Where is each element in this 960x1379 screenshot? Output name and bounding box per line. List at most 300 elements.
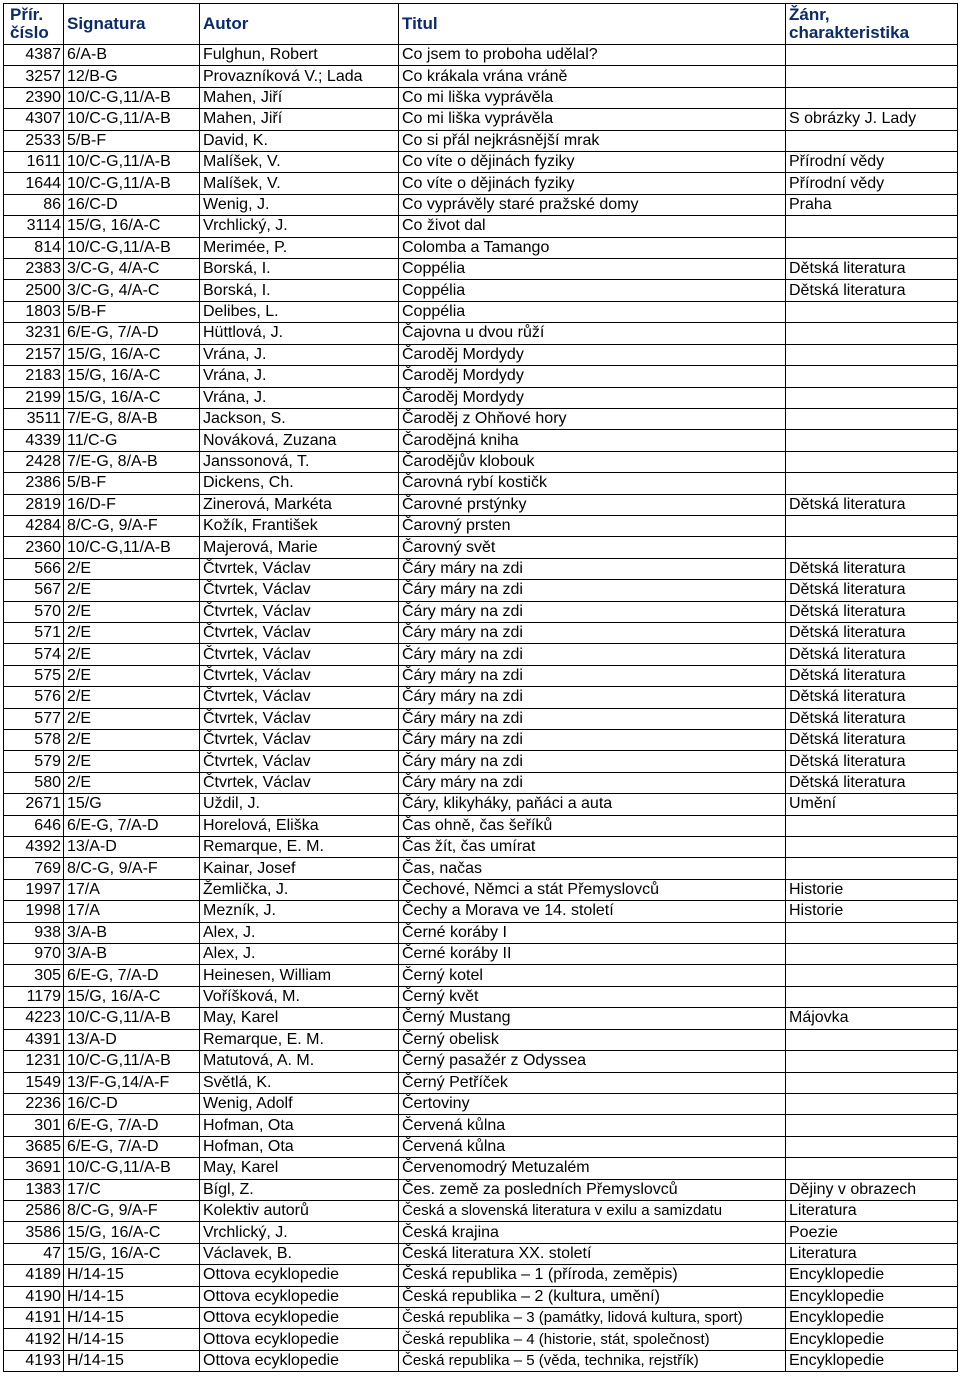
cell-number: 4189: [4, 1265, 64, 1286]
table-row: [4, 473, 958, 494]
cell-title: Čas, načas: [399, 858, 786, 879]
table-row: [4, 687, 958, 708]
table-row: [4, 1265, 958, 1286]
table-row: [4, 237, 958, 258]
cell-title: Černý květ: [399, 986, 786, 1007]
cell-signature: 10/C-G,11/A-B: [64, 109, 200, 130]
cell-author: Žemlička, J.: [200, 879, 399, 900]
cell-signature: 5/B-F: [64, 301, 200, 322]
table-row: [4, 1029, 958, 1050]
cell-author: Voříšková, M.: [200, 986, 399, 1007]
cell-signature: 6/E-G, 7/A-D: [64, 1115, 200, 1136]
cell-signature: 10/C-G,11/A-B: [64, 1158, 200, 1179]
cell-title: Colomba a Tamango: [399, 237, 786, 258]
cell-signature: 11/C-G: [64, 430, 200, 451]
cell-signature: 5/B-F: [64, 473, 200, 494]
cell-number: 1803: [4, 301, 64, 322]
cell-number: 769: [4, 858, 64, 879]
cell-number: 2390: [4, 87, 64, 108]
cell-genre: Dětská literatura: [786, 730, 958, 751]
cell-author: Čtvrtek, Václav: [200, 751, 399, 772]
cell-number: 2183: [4, 366, 64, 387]
table-row: [4, 515, 958, 536]
cell-signature: 17/A: [64, 901, 200, 922]
cell-genre: Literatura: [786, 1200, 958, 1221]
cell-genre: [786, 45, 958, 66]
cell-signature: 15/G, 16/A-C: [64, 366, 200, 387]
table-row: [4, 430, 958, 451]
cell-signature: 2/E: [64, 580, 200, 601]
cell-signature: 15/G: [64, 794, 200, 815]
cell-number: 4391: [4, 1029, 64, 1050]
table-row: [4, 109, 958, 130]
cell-title: Coppélia: [399, 259, 786, 280]
cell-signature: 17/C: [64, 1179, 200, 1200]
cell-title: Česká republika – 4 (historie, stát, společnost): [399, 1329, 786, 1350]
cell-number: 578: [4, 730, 64, 751]
cell-number: 2428: [4, 451, 64, 472]
cell-signature: 2/E: [64, 558, 200, 579]
cell-number: 4387: [4, 45, 64, 66]
cell-genre: [786, 408, 958, 429]
cell-genre: [786, 1158, 958, 1179]
table-row: [4, 194, 958, 215]
cell-author: Ottova ecyklopedie: [200, 1329, 399, 1350]
cell-genre: [786, 323, 958, 344]
cell-signature: 3/A-B: [64, 922, 200, 943]
cell-number: 3586: [4, 1222, 64, 1243]
cell-number: 4223: [4, 1008, 64, 1029]
cell-number: 3257: [4, 66, 64, 87]
cell-number: 3114: [4, 216, 64, 237]
cell-signature: H/14-15: [64, 1329, 200, 1350]
cell-number: 580: [4, 772, 64, 793]
cell-number: 4191: [4, 1307, 64, 1328]
cell-author: Čtvrtek, Václav: [200, 665, 399, 686]
cell-author: Václavek, B.: [200, 1243, 399, 1264]
cell-author: Čtvrtek, Václav: [200, 772, 399, 793]
cell-genre: [786, 1093, 958, 1114]
table-row: [4, 1008, 958, 1029]
cell-title: Čajovna u dvou růží: [399, 323, 786, 344]
cell-number: 567: [4, 580, 64, 601]
table-row: [4, 922, 958, 943]
cell-number: 574: [4, 644, 64, 665]
cell-author: Majerová, Marie: [200, 537, 399, 558]
cell-genre: Dětská literatura: [786, 665, 958, 686]
cell-number: 2157: [4, 344, 64, 365]
table-row: [4, 323, 958, 344]
table-row: [4, 1158, 958, 1179]
cell-genre: Dětská literatura: [786, 687, 958, 708]
cell-title: Červená kůlna: [399, 1136, 786, 1157]
cell-title: Čáry máry na zdi: [399, 772, 786, 793]
cell-title: Česká republika – 3 (památky, lidová kultura, sport): [399, 1307, 786, 1328]
cell-signature: 3/C-G, 4/A-C: [64, 280, 200, 301]
cell-author: Matutová, A. M.: [200, 1051, 399, 1072]
cell-title: Co mi liška vyprávěla: [399, 87, 786, 108]
cell-title: Česká a slovenská literatura v exilu a samizdatu: [399, 1200, 786, 1221]
cell-genre: [786, 837, 958, 858]
cell-genre: Dětská literatura: [786, 708, 958, 729]
cell-signature: 7/E-G, 8/A-B: [64, 408, 200, 429]
cell-title: Čas ohně, čas šeříků: [399, 815, 786, 836]
cell-signature: 10/C-G,11/A-B: [64, 1008, 200, 1029]
cell-signature: H/14-15: [64, 1286, 200, 1307]
cell-genre: [786, 944, 958, 965]
cell-title: Čáry máry na zdi: [399, 665, 786, 686]
cell-genre: Historie: [786, 879, 958, 900]
cell-genre: Přírodní vědy: [786, 152, 958, 173]
cell-author: May, Karel: [200, 1008, 399, 1029]
cell-signature: 2/E: [64, 622, 200, 643]
cell-number: 1383: [4, 1179, 64, 1200]
cell-genre: [786, 344, 958, 365]
cell-signature: 7/E-G, 8/A-B: [64, 451, 200, 472]
cell-author: Ottova ecyklopedie: [200, 1265, 399, 1286]
cell-author: Borská, I.: [200, 280, 399, 301]
cell-title: Čaroděj Mordydy: [399, 366, 786, 387]
cell-number: 1179: [4, 986, 64, 1007]
table-row: [4, 1350, 958, 1371]
table-row: [4, 601, 958, 622]
cell-author: Světlá, K.: [200, 1072, 399, 1093]
cell-author: Uždil, J.: [200, 794, 399, 815]
cell-author: Mahen, Jiří: [200, 109, 399, 130]
cell-genre: Dějiny v obrazech: [786, 1179, 958, 1200]
cell-signature: 3/C-G, 4/A-C: [64, 259, 200, 280]
cell-title: Černé koráby I: [399, 922, 786, 943]
cell-title: Čáry máry na zdi: [399, 751, 786, 772]
cell-signature: 2/E: [64, 772, 200, 793]
cell-signature: 10/C-G,11/A-B: [64, 237, 200, 258]
cell-genre: [786, 1136, 958, 1157]
cell-number: 575: [4, 665, 64, 686]
cell-author: Remarque, E. M.: [200, 1029, 399, 1050]
cell-title: Černé koráby II: [399, 944, 786, 965]
table-row: [4, 451, 958, 472]
cell-author: David, K.: [200, 130, 399, 151]
cell-signature: 5/B-F: [64, 130, 200, 151]
cell-number: 301: [4, 1115, 64, 1136]
cell-title: Černý obelisk: [399, 1029, 786, 1050]
cell-author: Janssonová, T.: [200, 451, 399, 472]
cell-genre: Dětská literatura: [786, 622, 958, 643]
cell-signature: H/14-15: [64, 1265, 200, 1286]
cell-genre: Encyklopedie: [786, 1307, 958, 1328]
cell-title: Čechové, Němci a stát Přemyslovců: [399, 879, 786, 900]
cell-genre: Dětská literatura: [786, 772, 958, 793]
cell-author: Hofman, Ota: [200, 1136, 399, 1157]
table-row: [4, 1329, 958, 1350]
cell-genre: Praha: [786, 194, 958, 215]
cell-genre: [786, 366, 958, 387]
cell-number: 570: [4, 601, 64, 622]
cell-number: 86: [4, 194, 64, 215]
cell-author: Merimée, P.: [200, 237, 399, 258]
cell-author: Ottova ecyklopedie: [200, 1307, 399, 1328]
cell-signature: 10/C-G,11/A-B: [64, 173, 200, 194]
cell-genre: Přírodní vědy: [786, 173, 958, 194]
cell-number: 4193: [4, 1350, 64, 1371]
cell-number: 579: [4, 751, 64, 772]
cell-genre: Umění: [786, 794, 958, 815]
table-row: [4, 965, 958, 986]
table-row: [4, 858, 958, 879]
cell-author: Čtvrtek, Václav: [200, 558, 399, 579]
table-row: [4, 1136, 958, 1157]
table-row: [4, 580, 958, 601]
cell-author: Jackson, S.: [200, 408, 399, 429]
cell-title: Co vyprávěly staré pražské domy: [399, 194, 786, 215]
cell-signature: 6/A-B: [64, 45, 200, 66]
cell-number: 3685: [4, 1136, 64, 1157]
table-row: [4, 87, 958, 108]
cell-number: 646: [4, 815, 64, 836]
table-row: [4, 152, 958, 173]
cell-author: Čtvrtek, Václav: [200, 708, 399, 729]
cell-author: Malíšek, V.: [200, 152, 399, 173]
cell-genre: [786, 87, 958, 108]
cell-number: 3511: [4, 408, 64, 429]
cell-genre: Literatura: [786, 1243, 958, 1264]
cell-genre: [786, 430, 958, 451]
cell-signature: 3/A-B: [64, 944, 200, 965]
cell-title: Čaroděj z Ohňové hory: [399, 408, 786, 429]
table-row: [4, 259, 958, 280]
cell-title: Česká republika – 5 (věda, technika, rejstřík): [399, 1350, 786, 1371]
cell-genre: [786, 216, 958, 237]
cell-number: 2586: [4, 1200, 64, 1221]
cell-title: Černý kotel: [399, 965, 786, 986]
cell-signature: H/14-15: [64, 1307, 200, 1328]
header-number: Přír. číslo: [4, 4, 64, 45]
cell-author: Vrána, J.: [200, 387, 399, 408]
cell-genre: Dětská literatura: [786, 280, 958, 301]
cell-author: Alex, J.: [200, 944, 399, 965]
cell-number: 4392: [4, 837, 64, 858]
cell-author: Fulghun, Robert: [200, 45, 399, 66]
cell-title: Česká republika – 1 (příroda, zeměpis): [399, 1265, 786, 1286]
cell-number: 3231: [4, 323, 64, 344]
cell-number: 2671: [4, 794, 64, 815]
cell-genre: [786, 922, 958, 943]
cell-number: 305: [4, 965, 64, 986]
cell-title: Čáry máry na zdi: [399, 687, 786, 708]
cell-title: Čes. země za posledních Přemyslovců: [399, 1179, 786, 1200]
table-row: [4, 301, 958, 322]
cell-number: 2500: [4, 280, 64, 301]
cell-author: Vrána, J.: [200, 366, 399, 387]
cell-signature: 16/C-D: [64, 1093, 200, 1114]
cell-title: Červenomodrý Metuzalém: [399, 1158, 786, 1179]
cell-genre: Encyklopedie: [786, 1350, 958, 1371]
cell-title: Černý Mustang: [399, 1008, 786, 1029]
cell-signature: 6/E-G, 7/A-D: [64, 815, 200, 836]
cell-genre: [786, 515, 958, 536]
cell-genre: [786, 537, 958, 558]
cell-number: 1997: [4, 879, 64, 900]
cell-title: Čarodějná kniha: [399, 430, 786, 451]
cell-author: Čtvrtek, Václav: [200, 622, 399, 643]
cell-signature: 10/C-G,11/A-B: [64, 152, 200, 173]
cell-number: 4192: [4, 1329, 64, 1350]
cell-genre: [786, 815, 958, 836]
table-row: [4, 1093, 958, 1114]
table-row: [4, 794, 958, 815]
cell-number: 2533: [4, 130, 64, 151]
table-row: [4, 772, 958, 793]
cell-title: Čarovný prsten: [399, 515, 786, 536]
cell-genre: [786, 986, 958, 1007]
cell-signature: 15/G, 16/A-C: [64, 216, 200, 237]
cell-number: 577: [4, 708, 64, 729]
cell-number: 2819: [4, 494, 64, 515]
cell-genre: Dětská literatura: [786, 580, 958, 601]
table-row: [4, 1307, 958, 1328]
table-row: [4, 558, 958, 579]
cell-signature: 2/E: [64, 687, 200, 708]
cell-title: Čertoviny: [399, 1093, 786, 1114]
cell-signature: 6/E-G, 7/A-D: [64, 965, 200, 986]
table-row: [4, 1243, 958, 1264]
cell-signature: 12/B-G: [64, 66, 200, 87]
cell-number: 970: [4, 944, 64, 965]
cell-genre: Dětská literatura: [786, 259, 958, 280]
cell-genre: [786, 1051, 958, 1072]
cell-genre: [786, 301, 958, 322]
cell-author: Čtvrtek, Václav: [200, 580, 399, 601]
cell-signature: 15/G, 16/A-C: [64, 387, 200, 408]
cell-title: Co si přál nejkrásnější mrak: [399, 130, 786, 151]
cell-title: Co krákala vrána vráně: [399, 66, 786, 87]
cell-author: Vrchlický, J.: [200, 216, 399, 237]
cell-author: Wenig, Adolf: [200, 1093, 399, 1114]
cell-author: Remarque, E. M.: [200, 837, 399, 858]
table-row: [4, 130, 958, 151]
cell-title: Česká literatura XX. století: [399, 1243, 786, 1264]
cell-number: 4339: [4, 430, 64, 451]
table-row: [4, 815, 958, 836]
cell-signature: 2/E: [64, 644, 200, 665]
cell-signature: 13/F-G,14/A-F: [64, 1072, 200, 1093]
cell-number: 566: [4, 558, 64, 579]
table-row: [4, 494, 958, 515]
table-row: [4, 66, 958, 87]
cell-number: 1549: [4, 1072, 64, 1093]
cell-genre: Poezie: [786, 1222, 958, 1243]
cell-number: 576: [4, 687, 64, 708]
cell-author: Hüttlová, J.: [200, 323, 399, 344]
cell-number: 2360: [4, 537, 64, 558]
cell-title: Čarovný svět: [399, 537, 786, 558]
cell-title: Čechy a Morava ve 14. století: [399, 901, 786, 922]
cell-signature: 6/E-G, 7/A-D: [64, 323, 200, 344]
cell-author: Heinesen, William: [200, 965, 399, 986]
cell-author: Hofman, Ota: [200, 1115, 399, 1136]
cell-author: Zinerová, Markéta: [200, 494, 399, 515]
cell-author: Kainar, Josef: [200, 858, 399, 879]
cell-signature: 15/G, 16/A-C: [64, 1222, 200, 1243]
cell-author: Kolektiv autorů: [200, 1200, 399, 1221]
table-row: [4, 665, 958, 686]
cell-author: Borská, I.: [200, 259, 399, 280]
catalog-table: [3, 3, 958, 1372]
cell-author: Dickens, Ch.: [200, 473, 399, 494]
header-genre: Žánr, charakteristika: [786, 4, 958, 45]
cell-title: Čaroděj Mordydy: [399, 387, 786, 408]
table-row: [4, 708, 958, 729]
table-row: [4, 879, 958, 900]
header-signature: Signatura: [64, 4, 200, 45]
cell-genre: [786, 1115, 958, 1136]
cell-genre: [786, 237, 958, 258]
cell-title: Čarovná rybí kostičk: [399, 473, 786, 494]
cell-author: Wenig, J.: [200, 194, 399, 215]
table-row: [4, 366, 958, 387]
cell-title: Červená kůlna: [399, 1115, 786, 1136]
cell-title: Co víte o dějinách fyziky: [399, 152, 786, 173]
cell-genre: [786, 66, 958, 87]
cell-genre: Dětská literatura: [786, 558, 958, 579]
cell-title: Coppélia: [399, 301, 786, 322]
cell-author: Nováková, Zuzana: [200, 430, 399, 451]
table-row: [4, 1051, 958, 1072]
cell-genre: Encyklopedie: [786, 1265, 958, 1286]
table-row: [4, 1115, 958, 1136]
cell-genre: [786, 130, 958, 151]
cell-signature: 16/C-D: [64, 194, 200, 215]
table-row: [4, 730, 958, 751]
cell-author: Vrchlický, J.: [200, 1222, 399, 1243]
cell-title: Co život dal: [399, 216, 786, 237]
cell-number: 4307: [4, 109, 64, 130]
cell-signature: 13/A-D: [64, 1029, 200, 1050]
table-row: [4, 408, 958, 429]
cell-genre: Encyklopedie: [786, 1286, 958, 1307]
cell-author: Delibes, L.: [200, 301, 399, 322]
cell-signature: 8/C-G, 9/A-F: [64, 1200, 200, 1221]
cell-number: 1231: [4, 1051, 64, 1072]
cell-author: Ottova ecyklopedie: [200, 1286, 399, 1307]
cell-signature: 2/E: [64, 751, 200, 772]
cell-genre: Dětská literatura: [786, 601, 958, 622]
table-row: [4, 280, 958, 301]
cell-title: Česká krajina: [399, 1222, 786, 1243]
cell-author: Čtvrtek, Václav: [200, 644, 399, 665]
cell-title: Coppélia: [399, 280, 786, 301]
cell-signature: 13/A-D: [64, 837, 200, 858]
cell-signature: 15/G, 16/A-C: [64, 344, 200, 365]
cell-title: Černý pasažér z Odyssea: [399, 1051, 786, 1072]
cell-genre: Dětská literatura: [786, 494, 958, 515]
cell-genre: [786, 387, 958, 408]
table-row: [4, 387, 958, 408]
table-row: [4, 173, 958, 194]
cell-title: Čarovné prstýnky: [399, 494, 786, 515]
cell-genre: Májovka: [786, 1008, 958, 1029]
cell-title: Co mi liška vyprávěla: [399, 109, 786, 130]
table-row: [4, 837, 958, 858]
cell-number: 2383: [4, 259, 64, 280]
cell-author: Provazníková V.; Lada: [200, 66, 399, 87]
header-row: [4, 4, 958, 45]
cell-signature: 10/C-G,11/A-B: [64, 1051, 200, 1072]
cell-signature: H/14-15: [64, 1350, 200, 1371]
cell-number: 814: [4, 237, 64, 258]
cell-author: May, Karel: [200, 1158, 399, 1179]
cell-title: Čáry máry na zdi: [399, 708, 786, 729]
